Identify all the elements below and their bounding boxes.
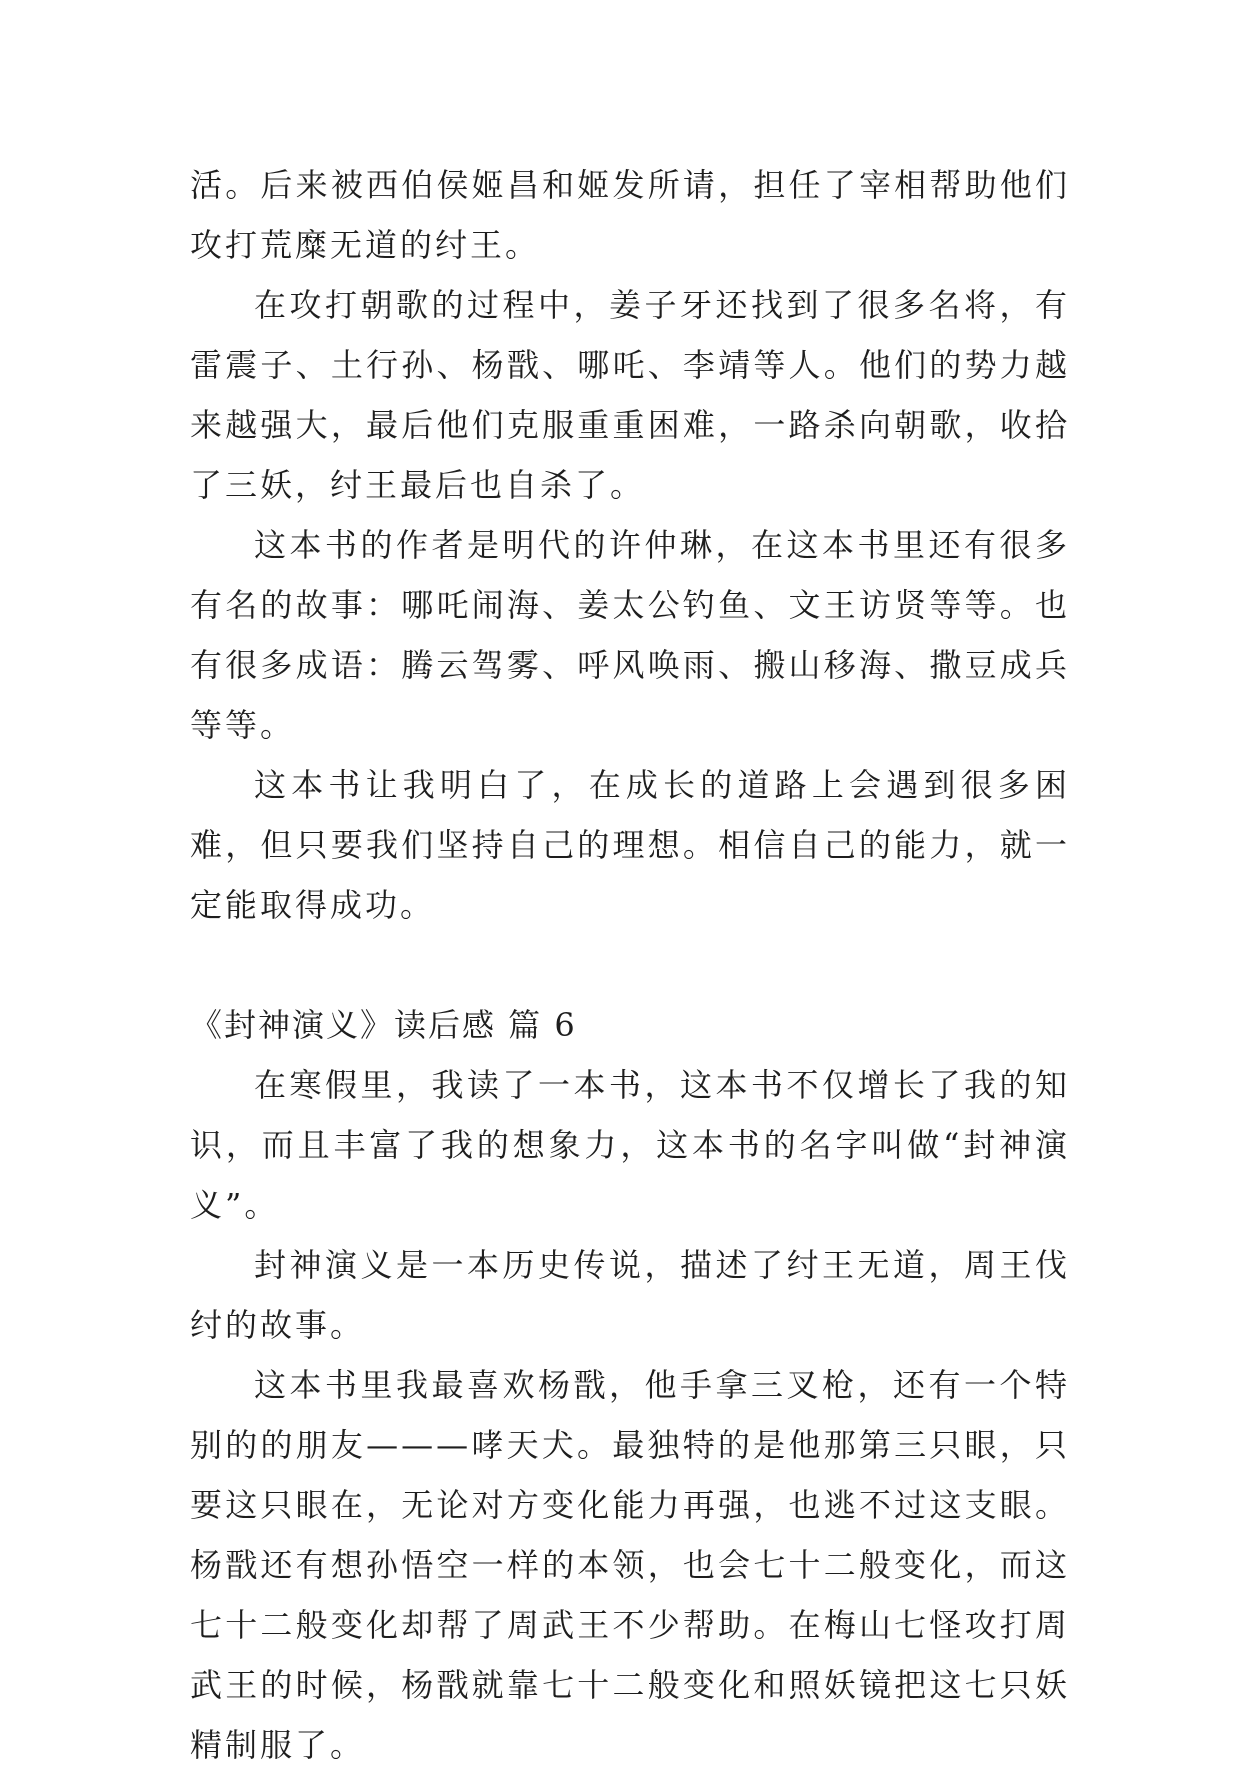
paragraph: 封神演义是一本历史传说，描述了纣王无道，周王伐纣的故事。 xyxy=(190,1246,1070,1344)
paragraph: 这本书的作者是明代的许仲琳，在这本书里还有很多有名的故事：哪吒闹海、姜太公钓鱼、文王访贤等等。也有很多成语：腾云驾雾、呼风唤雨、搬山移海、撒豆成兵等等。 xyxy=(190,526,1070,744)
paragraph: 在寒假里，我读了一本书，这本书不仅增长了我的知识，而且丰富了我的想象力，这本书的名字叫做“封神演义”。 xyxy=(190,1066,1070,1224)
paragraph: 这本书让我明白了，在成长的道路上会遇到很多困难，但只要我们坚持自己的理想。相信自己的能力，就一定能取得成功。 xyxy=(190,766,1070,924)
document-body xyxy=(190,155,1070,1775)
paragraph: 这本书里我最喜欢杨戬，他手拿三叉枪，还有一个特别的的朋友———哮天犬。最独特的是他那第三只眼，只要这只眼在，无论对方变化能力再强，也逃不过这支眼。杨戬还有想孙悟空一样的本领，也会七十二般变化，而这七十二般变化却帮了周武王不少帮助。在梅山七怪攻打周武王的时候，杨戬就靠七十二般变化和照妖镜把这七只妖精制服了。 xyxy=(190,1366,1070,1764)
paragraph-continued: 活。后来被西伯侯姬昌和姬发所请，担任了宰相帮助他们攻打荒糜无道的纣王。 xyxy=(190,166,1070,264)
paragraph: 在攻打朝歌的过程中，姜子牙还找到了很多名将，有雷震子、土行孙、杨戬、哪吒、李靖等人。他们的势力越来越强大，最后他们克服重重困难，一路杀向朝歌，收拾了三妖，纣王最后也自杀了。 xyxy=(190,286,1070,504)
section-title: 《封神演义》读后感 篇 6 xyxy=(190,1006,577,1044)
